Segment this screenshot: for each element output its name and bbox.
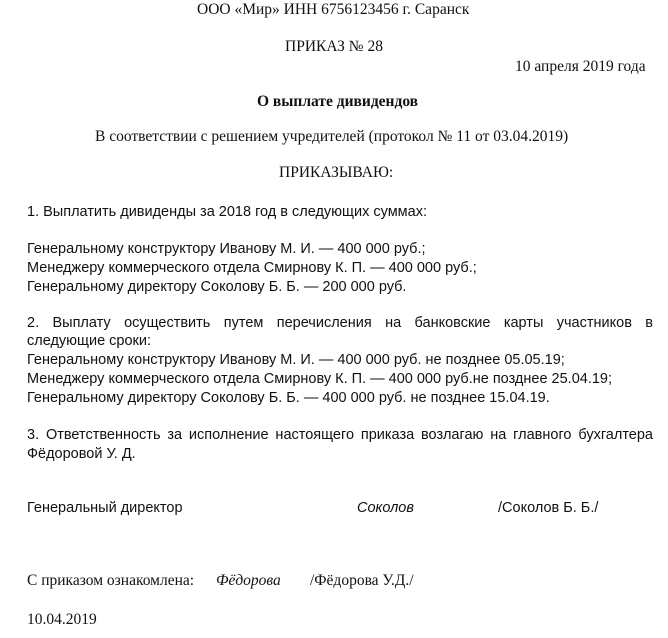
order-title: ПРИКАЗ № 28 bbox=[285, 38, 383, 55]
item3-line2: Фёдоровой У. Д. bbox=[27, 446, 136, 462]
order-command: ПРИКАЗЫВАЮ: bbox=[279, 164, 394, 181]
item3-line1: 3. Ответственность за исполнение настоящего приказа возлагаю на главного бухгалтера bbox=[27, 427, 653, 443]
item2-intro-line2: следующие сроки: bbox=[27, 333, 152, 349]
acknowledgement-sign: Фёдорова bbox=[216, 572, 281, 589]
acknowledgement-label: С приказом ознакомлена: bbox=[27, 572, 195, 589]
item1-line: Менеджеру коммерческого отдела Смирнову К. П. — 400 000 руб.; bbox=[27, 260, 477, 276]
item2-intro-line1: 2. Выплату осуществить путем перечисления на банковские карты участников в bbox=[27, 315, 653, 331]
item2-line: Менеджеру коммерческого отдела Смирнову К. П. — 400 000 руб.не позднее 25.04.19; bbox=[27, 371, 613, 387]
item1-line: Генеральному директору Соколову Б. Б. — 200 000 руб. bbox=[27, 279, 407, 295]
item2-line: Генеральному директору Соколову Б. Б. — 400 000 руб. не позднее 15.04.19. bbox=[27, 390, 550, 406]
item2-line: Генеральному конструктору Иванову М. И. — 400 000 руб. не позднее 05.05.19; bbox=[27, 352, 565, 368]
signature-name: /Соколов Б. Б./ bbox=[498, 500, 599, 516]
order-date: 10 апреля 2019 года bbox=[515, 58, 646, 75]
acknowledgement-date: 10.04.2019 bbox=[27, 611, 97, 628]
signature-sign: Соколов bbox=[357, 500, 414, 516]
acknowledgement-name: /Фёдорова У.Д./ bbox=[310, 572, 414, 589]
company-line: ООО «Мир» ИНН 6756123456 г. Саранск bbox=[197, 1, 470, 18]
order-basis: В соответствии с решением учредителей (протокол № 11 от 03.04.2019) bbox=[95, 128, 569, 145]
item1-intro: 1. Выплатить дивиденды за 2018 год в следующих суммах: bbox=[27, 204, 427, 220]
order-subject: О выплате дивидендов bbox=[257, 93, 419, 110]
signature-position: Генеральный директор bbox=[27, 500, 183, 516]
item1-line: Генеральному конструктору Иванову М. И. — 400 000 руб.; bbox=[27, 241, 426, 257]
